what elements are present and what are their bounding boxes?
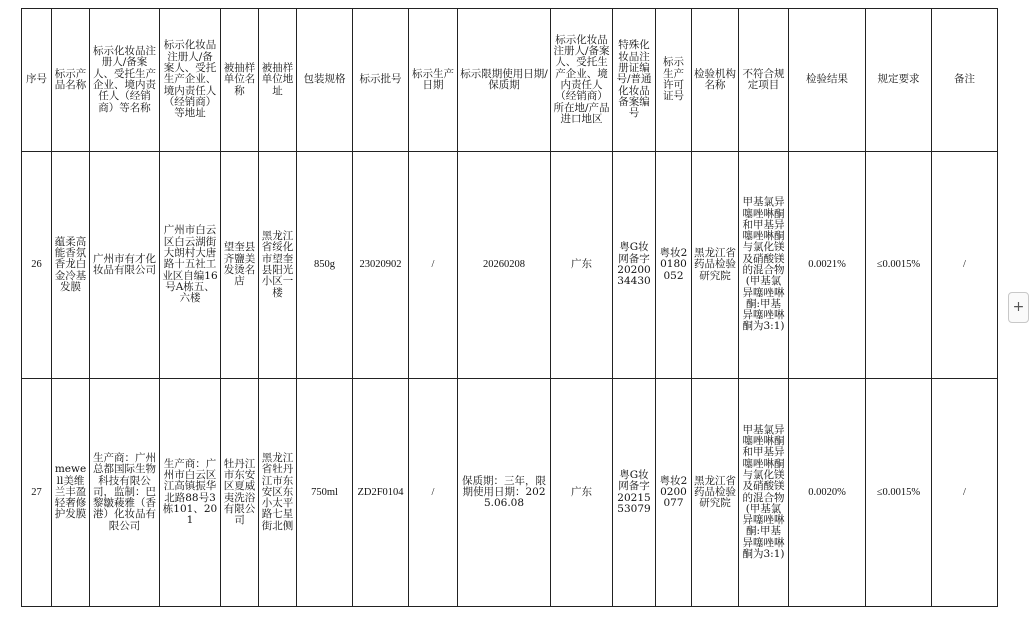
header-cell: 标示批号 bbox=[353, 9, 409, 152]
origin-region: 广东 bbox=[551, 152, 613, 379]
expand-side-button[interactable] bbox=[1008, 292, 1029, 323]
header-cell: 标示生产日期 bbox=[409, 9, 458, 152]
header-cell: 检验机构名称 bbox=[692, 9, 739, 152]
requirement: ≤0.0015% bbox=[866, 152, 932, 379]
header-cell: 标示限期使用日期/保质期 bbox=[458, 9, 551, 152]
production-license: 粤妆20180052 bbox=[656, 152, 692, 379]
table-header-row bbox=[22, 9, 998, 152]
table-row bbox=[22, 152, 998, 379]
registrant-name: 生产商：广州总都国际生物科技有限公司，监制：巴黎皺薐雅（香港）化妆品有限公司 bbox=[90, 379, 160, 607]
origin-region: 广东 bbox=[551, 379, 613, 607]
header-cell: 标示生产许可证号 bbox=[656, 9, 692, 152]
test-result: 0.0021% bbox=[789, 152, 866, 379]
sampled-unit-name: 牡丹江市东安区夏威夷洗浴有限公司 bbox=[221, 379, 259, 607]
production-license: 粤妆20200077 bbox=[656, 379, 692, 607]
expiry-date: 保质期：三年，限期使用日期：2025.06.08 bbox=[458, 379, 551, 607]
header-cell: 标示化妆品注册人/备案人、受托生产企业、境内责任人（经销商）等名称 bbox=[90, 9, 160, 152]
nonconforming-item: 甲基氯异噻唑啉酮和甲基异噻唑啉酮与氯化镁及硝酸镁的混合物(甲基氯异噻唑啉酮:甲基异噻唑啉酮为3:1) bbox=[739, 379, 789, 607]
sampled-unit-address: 黑龙江省绥化市望奎县阳光小区一楼 bbox=[259, 152, 297, 379]
header-cell: 检验结果 bbox=[789, 9, 866, 152]
batch-number: ZD2F0104 bbox=[353, 379, 409, 607]
header-cell: 被抽样单位地址 bbox=[259, 9, 297, 152]
sampled-unit-name: 望奎县齐鹽美发烫名店 bbox=[221, 152, 259, 379]
testing-lab: 黑龙江省药品检验研究院 bbox=[692, 379, 739, 607]
inspection-results-table bbox=[21, 8, 998, 607]
expiry-date: 20260208 bbox=[458, 152, 551, 379]
registrant-name: 广州市有才化妆品有限公司 bbox=[90, 152, 160, 379]
batch-number: 23020902 bbox=[353, 152, 409, 379]
header-cell: 包装规格 bbox=[297, 9, 353, 152]
header-cell: 标示化妆品注册人/备案人、受托生产企业、境内责任人（经销商）所在地/产品进口地区 bbox=[551, 9, 613, 152]
plus-icon: + bbox=[1012, 299, 1025, 315]
requirement: ≤0.0015% bbox=[866, 379, 932, 607]
registrant-address: 广州市白云区白云湖街大朗村大唐路十五社工业区自编16号A栋五、六楼 bbox=[160, 152, 221, 379]
remark: / bbox=[932, 152, 998, 379]
row-number: 26 bbox=[22, 152, 52, 379]
product-name: 蕴柔高能香氛香龙白金冷基发膜 bbox=[52, 152, 90, 379]
table-row bbox=[22, 379, 998, 607]
filing-number: 粤G妆网备字2021553079 bbox=[613, 379, 656, 607]
header-cell: 被抽样单位名称 bbox=[221, 9, 259, 152]
row-number: 27 bbox=[22, 379, 52, 607]
product-name: mewell美维兰丰盈轻奢修护发膜 bbox=[52, 379, 90, 607]
header-cell: 特殊化妆品注册证编号/普通化妆品备案编号 bbox=[613, 9, 656, 152]
production-date: / bbox=[409, 379, 458, 607]
header-cell: 标示化妆品注册人/备案人、受托生产企业、境内责任人（经销商）等地址 bbox=[160, 9, 221, 152]
registrant-address: 生产商：广州市白云区江高镇振华北路88号3栋101、201 bbox=[160, 379, 221, 607]
remark: / bbox=[932, 379, 998, 607]
header-cell: 规定要求 bbox=[866, 9, 932, 152]
production-date: / bbox=[409, 152, 458, 379]
testing-lab: 黑龙江省药品检验研究院 bbox=[692, 152, 739, 379]
package-spec: 850g bbox=[297, 152, 353, 379]
test-result: 0.0020% bbox=[789, 379, 866, 607]
filing-number: 粤G妆网备字2020034430 bbox=[613, 152, 656, 379]
header-cell: 序号 bbox=[22, 9, 52, 152]
nonconforming-item: 甲基氯异噻唑啉酮和甲基异噻唑啉酮与氯化镁及硝酸镁的混合物(甲基氯异噻唑啉酮:甲基异噻唑啉酮为3:1) bbox=[739, 152, 789, 379]
header-cell: 标示产品名称 bbox=[52, 9, 90, 152]
header-cell: 不符合规定项目 bbox=[739, 9, 789, 152]
package-spec: 750ml bbox=[297, 379, 353, 607]
header-cell: 备注 bbox=[932, 9, 998, 152]
sampled-unit-address: 黑龙江省牡丹江市东安区东小太平路七星街北侧 bbox=[259, 379, 297, 607]
